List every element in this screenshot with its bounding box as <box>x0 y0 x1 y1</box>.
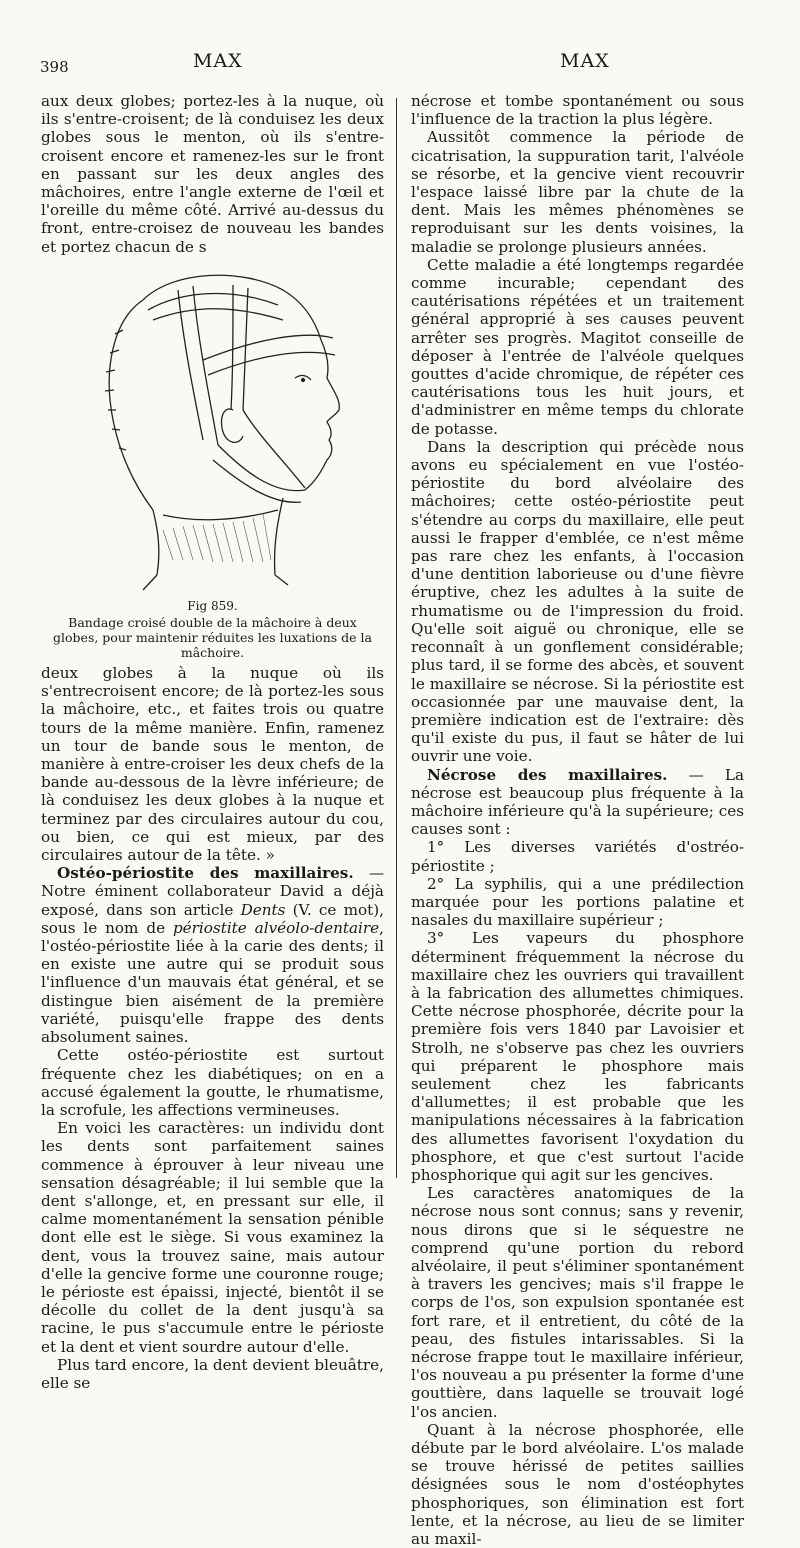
paragraph: En voici les caractères: un individu dont les dents sont parfaitement saines commence à éprouver à leur niveau une sensation désagréable; il lui semble que la dent s'allonge, et, en pressant sur elle, il calme momentanément la sensation pénible dont elle est le siège. Si vous examinez la dent, vous la trouvez saine, mais autour d'elle la gencive forme une couronne rouge; le périoste est épaissi, injecté, bientôt il se décolle du collet de la dent jusqu'à sa racine, le pus s'accumule entre le périoste et la dent et vient sourdre autour d'elle. <box>41 1119 384 1356</box>
text-run-italic: Dents <box>240 900 286 919</box>
bandaged-head-illustration <box>83 260 343 595</box>
list-item: 2° La syphilis, qui a une prédilection marquée pour les portions palatine et nasales du maxillaire supérieur ; <box>411 874 744 930</box>
paragraph: Cette ostéo-périostite est surtout fréquente chez les diabétiques; on en a accusé également la goutte, le rhumatisme, la scrofule, les affections vermineuses. <box>41 1046 384 1119</box>
paragraph: Dans la description qui précède nous avons eu spécialement en vue l'ostéo-périostite du bord alvéolaire des mâchoires; cette ostéo-périostite peut s'étendre au corps du maxillaire, elle peut aussi le frapper d'emblée, ce n'est même pas rare chez les enfants, à l'occasion d'une dentition laborieuse ou d'une fièvre éruptive, chez les adultes à la suite de rhumatisme ou de l'impression du froid. Qu'elle soit aiguë ou chronique, elle se reconnaît à un gonflement considérable; plus tard, il se forme des abcès, et souvent le maxillaire se nécrose. Si la périostite est occasionnée par une mauvaise dent, la première indication est de l'extraire: dès qu'il existe du pus, il faut se hâter de lui ouvrir une voie. <box>411 437 744 766</box>
paragraph: Aussitôt commence la période de cicatrisation, la suppuration tarit, l'alvéole se résorbe, et la gencive vient recouvrir l'espace laissé libre par la chute de la dent. Mais les mêmes phénomènes se reproduisant sur les dents voisines, la maladie se prolonge plusieurs années. <box>411 128 744 256</box>
page-number: 398 <box>40 58 69 76</box>
paragraph: nécrose et tombe spontanément ou sous l'influence de la traction la plus légère. <box>411 92 744 129</box>
left-column <box>41 92 384 1392</box>
running-head-left: MAX <box>193 50 243 72</box>
paragraph: Cette maladie a été longtemps regardée comme incurable; cependant des cautérisations répétées et un traitement général approprié à ses causes peuvent arrêter ses progrès. Magitot conseille de déposer à l'entrée de l'alvéole quelques gouttes d'acide chromique, de répéter ces cautérisations tous les huit jours, et d'administrer en même temps du chlorate de potasse. <box>411 255 744 438</box>
text-run-italic: périostite alvéolo-dentaire <box>172 918 380 937</box>
column-divider <box>396 98 397 1178</box>
text-run: , l'ostéo-périostite liée à la carie des dents; il en existe une autre qui se produit sous l'influence d'un mauvais état général, et se distingue bien aisément de la première variété, puisqu'elle frappe des dents absolument saines. <box>41 918 384 1047</box>
text-run: — La nécrose est beaucoup plus fréquente à la mâchoire inférieure qu'à la supérieure; ces causes sont : <box>411 765 745 839</box>
paragraph <box>411 766 744 839</box>
right-column <box>411 92 744 1548</box>
paragraph: Plus tard encore, la dent devient bleuâtre, elle se <box>41 1355 384 1392</box>
section-heading: Ostéo-périostite des maxillaires. <box>57 864 354 883</box>
running-head-right: MAX <box>560 50 610 72</box>
text-run: — Notre éminent collaborateur David a déjà exposé, dans son article <box>41 864 385 919</box>
paragraph <box>41 864 384 1046</box>
paragraph: aux deux globes; portez-les à la nuque, où ils s'entre-croisent; de là conduisez les deux globes sous le menton, où ils s'entre-croisent encore et ramenez-les sur le front en passant sur les deux angles des mâchoires, entre l'angle externe de l'œil et l'oreille du même côté. Arrivé au-dessus du front, entre-croisez de nouveau les bandes et portez chacun de s <box>41 92 384 256</box>
figure-caption: Bandage croisé double de la mâchoire à deux globes, pour maintenir réduites les luxations de la mâchoire. <box>53 615 372 661</box>
paragraph: Les caractères anatomiques de la nécrose nous sont connus; sans y revenir, nous dirons que si le séquestre ne comprend qu'une portion du rebord alvéolaire, il peut s'éliminer spontanément à travers les gencives; mais s'il frappe le corps de l'os, son expulsion spontanée est fort rare, et il entretient, du côté de la peau, des fistules intarissables. Si la nécrose frappe tout le maxillaire inférieur, l'os nouveau a pu présenter la forme d'une gouttière, dans laquelle se trouvait logé l'os ancien. <box>411 1184 744 1421</box>
paragraph: deux globes à la nuque où ils s'entrecroisent encore; de là portez-les sous la mâchoire, etc., et faites trois ou quatre tours de la même manière. Enfin, ramenez un tour de bande sous le menton, de manière à entre-croiser les deux chefs de la bande au-dessous de la lèvre inférieure; de là conduisez les deux globes à la nuque et terminez par des circulaires autour du cou, ou bien, ce qui est mieux, par des circulaires autour de la tête. » <box>41 664 384 865</box>
figure-number: Fig 859. <box>187 598 238 613</box>
paragraph: Quant à la nécrose phosphorée, elle débute par le bord alvéolaire. L'os malade se trouve hérissé de petites saillies désignées sous le nom d'ostéophytes phosphoriques, son élimination est fort lente, et la nécrose, au lieu de se limiter au maxil- <box>411 1420 744 1548</box>
section-heading: Nécrose des maxillaires. <box>427 765 668 784</box>
list-item: 1° Les diverses variétés d'ostréo-périostite ; <box>411 838 744 875</box>
list-item: 3° Les vapeurs du phosphore déterminent fréquemment la nécrose du maxillaire chez les ouvriers qui travaillent à la fabrication des allumettes chimiques. Cette nécrose phosphorée, décrite pour la première fois vers 1840 par Lavoisier et Strolh, ne s'observe pas chez les ouvriers qui préparent le phosphore mais seulement chez les fabricants d'allumettes; il est probable que les manipulations nécessaires à la fabrication des allumettes favorisent l'oxydation du phosphore, et que c'est surtout l'acide phosphorique qui agit sur les gencives. <box>411 929 744 1184</box>
text-run: (V. ce mot), sous le nom de <box>41 900 384 937</box>
figure <box>41 260 384 660</box>
